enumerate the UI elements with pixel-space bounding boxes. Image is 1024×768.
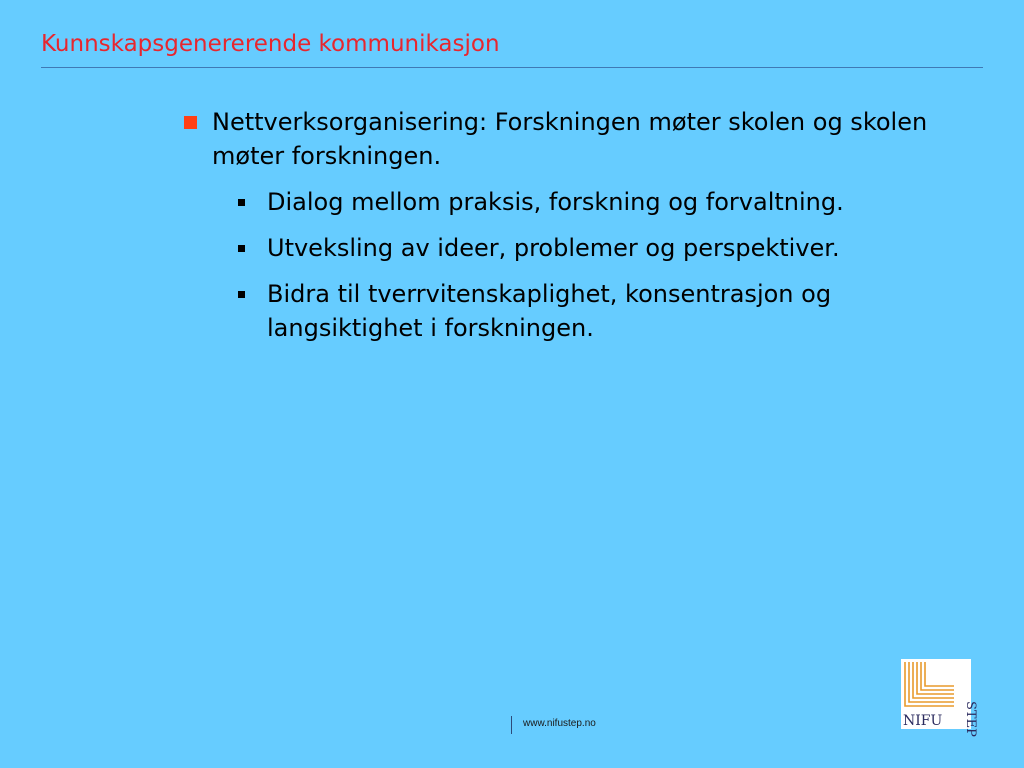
small-square-bullet-icon [238, 199, 245, 206]
logo-text-nifu: NIFU [903, 713, 943, 729]
sub-bullet [237, 277, 957, 345]
slide-content [182, 105, 962, 357]
small-square-bullet-icon [238, 245, 245, 252]
sub-bullet [237, 231, 957, 265]
sub-bullet-list [182, 185, 962, 345]
square-bullet-icon [184, 116, 197, 129]
main-bullet [182, 105, 962, 173]
sub-bullet-text: Dialog mellom praksis, forskning og forvaltning. [267, 188, 844, 216]
sub-bullet-text: Utveksling av ideer, problemer og perspektiver. [267, 234, 840, 262]
nifu-step-logo-icon [901, 659, 978, 737]
footer-url-link[interactable]: www.nifustep.no [523, 718, 596, 729]
sub-bullet-text: Bidra til tverrvitenskaplighet, konsentrasjon og langsiktighet i forskningen. [267, 280, 832, 342]
footer-divider [511, 716, 512, 734]
title-divider [41, 67, 983, 68]
logo-text-step: STEP [963, 701, 978, 737]
main-bullet-text: Nettverksorganisering: Forskningen møter skolen og skolen møter forskningen. [212, 108, 928, 170]
sub-bullet [237, 185, 957, 219]
small-square-bullet-icon [238, 291, 245, 298]
slide-title: Kunnskapsgenererende kommunikasjon [41, 31, 500, 57]
